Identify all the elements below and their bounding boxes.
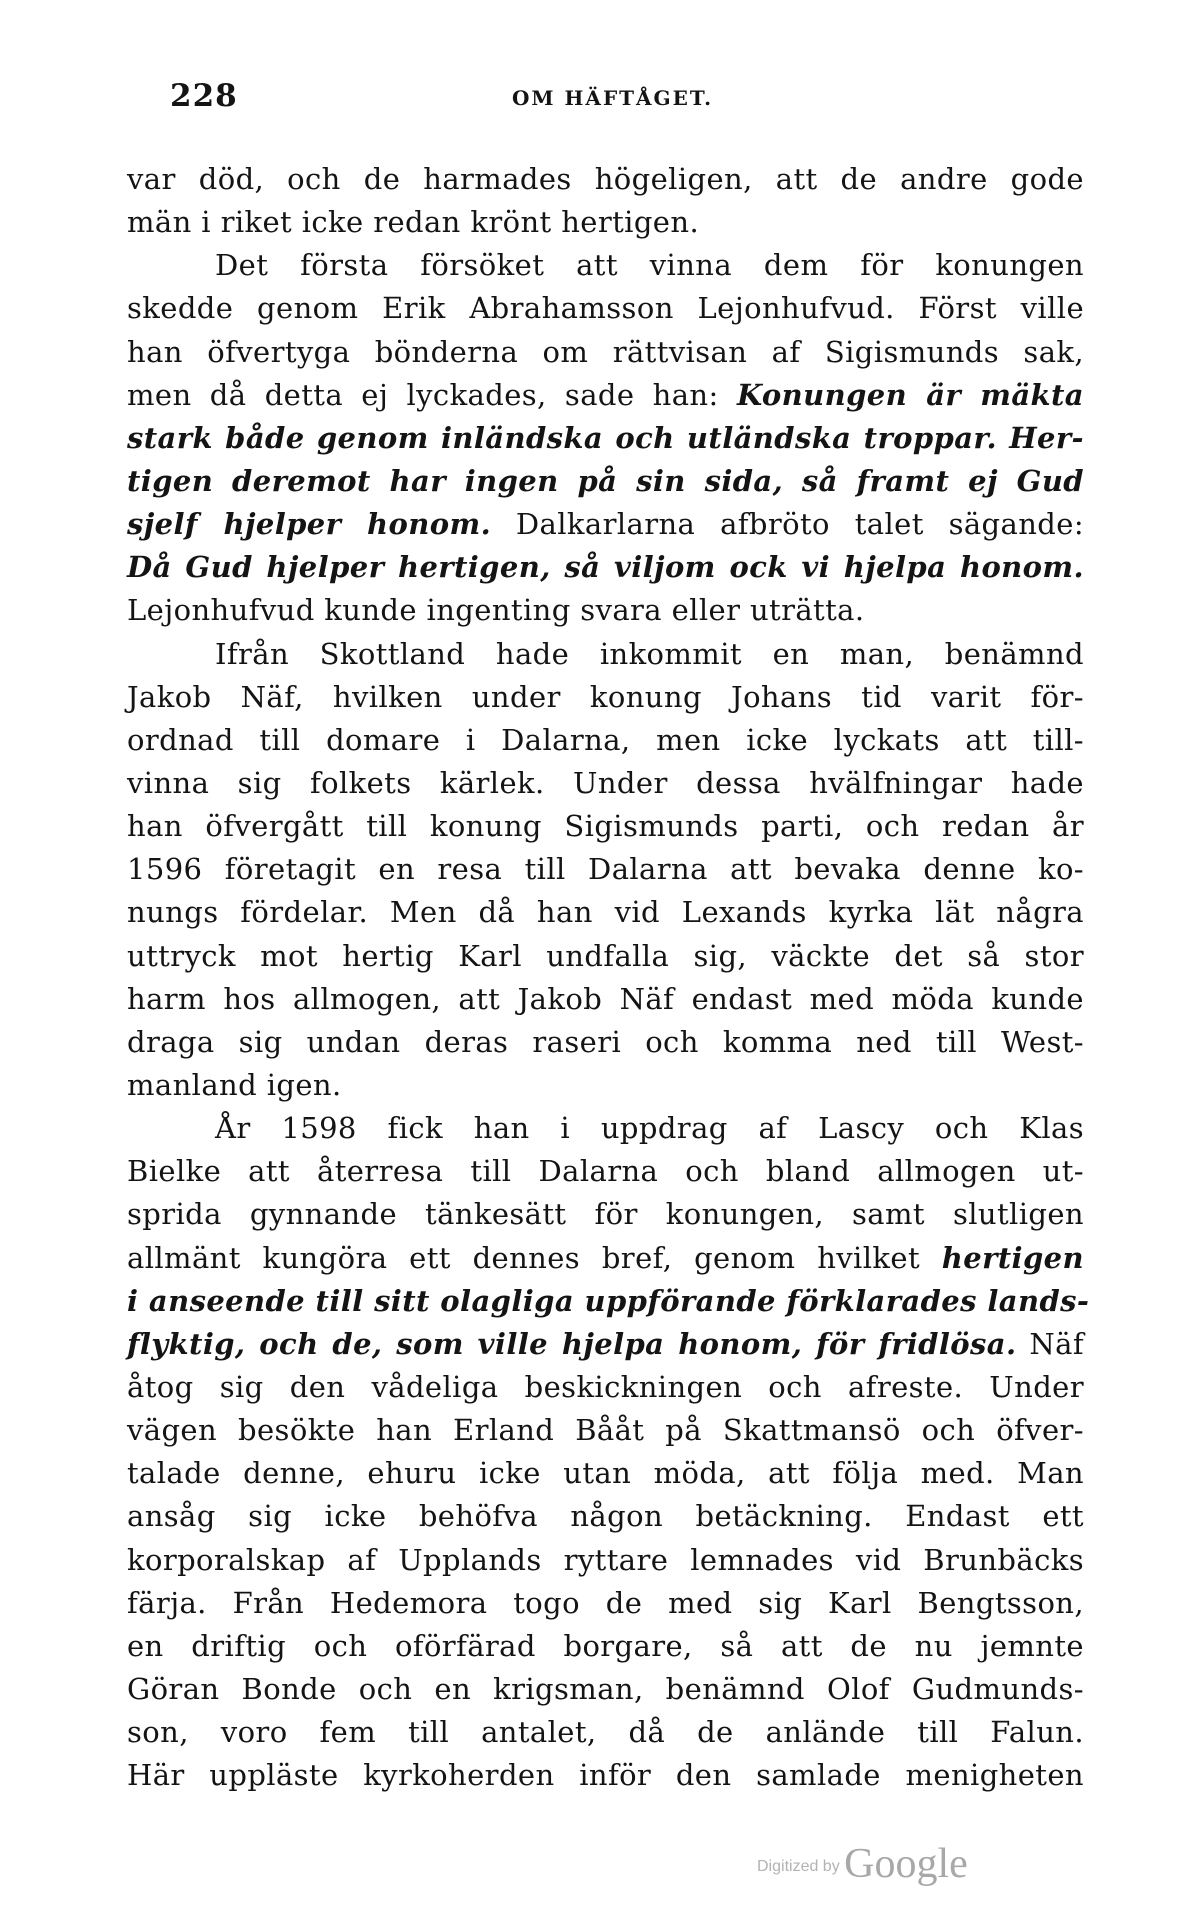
text-line: sprida gynnande tänkesätt för konungen, samt slutligen	[127, 1197, 1084, 1232]
text-line: 1596 företagit en resa till Dalarna att bevaka denne ko-	[127, 852, 1084, 887]
text-line: färja. Från Hedemora togo de med sig Karl Bengtsson,	[127, 1585, 1084, 1620]
text-line: Det första försöket att vinna dem för konungen	[215, 248, 1084, 283]
text-line: Här uppläste kyrkoherden inför den samlade menigheten	[127, 1758, 1084, 1793]
text-line: tigen deremot har ingen på sin sida, så framt ej Gud	[127, 463, 1084, 498]
text-line: sjelf hjelper honom. Dalkarlarna afbröto talet sägande:	[127, 507, 1084, 542]
text-line: han öfvergått till konung Sigismunds parti, och redan år	[127, 809, 1084, 844]
text-line: ordnad till domare i Dalarna, men icke lyckats att till-	[127, 722, 1084, 757]
text-line: män i riket icke redan krönt hertigen.	[127, 205, 700, 240]
text-line: Jakob Näf, hvilken under konung Johans tid varit för-	[127, 679, 1084, 714]
text-line: ansåg sig icke behöfva någon betäckning. Endast ett	[127, 1499, 1084, 1534]
text-line: men då detta ej lyckades, sade han: Konungen är mäkta	[127, 377, 1084, 412]
text-line: vinna sig folkets kärlek. Under dessa hvälfningar hade	[127, 765, 1084, 800]
watermark-prefix: Digitized by	[757, 1858, 840, 1875]
text-line: åtog sig den vådeliga beskickningen och afreste. Under	[127, 1369, 1084, 1404]
text-line: en driftig och oförfärad borgare, så att de nu jemnte	[127, 1628, 1084, 1663]
page-number: 228	[170, 78, 238, 114]
text-line: skedde genom Erik Abrahamsson Lejonhufvud. Först ville	[127, 291, 1084, 326]
text-line: allmänt kungöra ett dennes bref, genom hvilket hertigen	[127, 1240, 1084, 1275]
text-line: han öfvertyga bönderna om rättvisan af Sigismunds sak,	[127, 334, 1084, 369]
text-line: manland igen.	[127, 1067, 342, 1102]
text-line: År 1598 fick han i uppdrag af Lascy och Klas	[215, 1111, 1084, 1146]
text-line: var död, och de harmades högeligen, att de andre gode	[127, 162, 1084, 196]
text-line: korporalskap af Upplands ryttare lemnades vid Brunbäcks	[127, 1542, 1084, 1577]
text-line: uttryck mot hertig Karl undfalla sig, väckte det så stor	[127, 938, 1084, 973]
text-line: Göran Bonde och en krigsman, benämnd Olof Gudmunds-	[127, 1671, 1084, 1706]
text-line: stark både genom inländska och utländska troppar. Her-	[127, 420, 1084, 455]
text-line: vägen besökte han Erland Bååt på Skattmansö och öfver-	[127, 1413, 1084, 1448]
text-line: talade denne, ehuru icke utan möda, att följa med. Man	[127, 1456, 1084, 1491]
digitized-by-watermark	[757, 1840, 968, 1888]
google-logo: Google	[844, 1841, 968, 1887]
body-text	[127, 158, 1090, 1797]
text-line: draga sig undan deras raseri och komma ned till West-	[127, 1024, 1084, 1059]
text-line: harm hos allmogen, att Jakob Näf endast med möda kunde	[127, 981, 1084, 1016]
text-line: i anseende till sitt olagliga uppförande förklarades lands-	[127, 1283, 1090, 1318]
text-line: flyktig, och de, som ville hjelpa honom, för fridlösa. Näf	[127, 1326, 1084, 1361]
text-line: Ifrån Skottland hade inkommit en man, benämnd	[215, 636, 1084, 671]
running-head: OM HÄFTÅGET.	[512, 86, 714, 110]
text-line: nungs fördelar. Men då han vid Lexands kyrka lät några	[127, 895, 1084, 930]
text-line: son, voro fem till antalet, då de anlände till Falun.	[127, 1715, 1084, 1750]
text-line: Lejonhufvud kunde ingenting svara eller uträtta.	[127, 593, 865, 628]
page-header	[170, 78, 1070, 128]
text-line: Då Gud hjelper hertigen, så viljom ock vi hjelpa honom.	[127, 550, 1084, 585]
text-line: Bielke att återresa till Dalarna och bland allmogen ut-	[127, 1154, 1084, 1189]
